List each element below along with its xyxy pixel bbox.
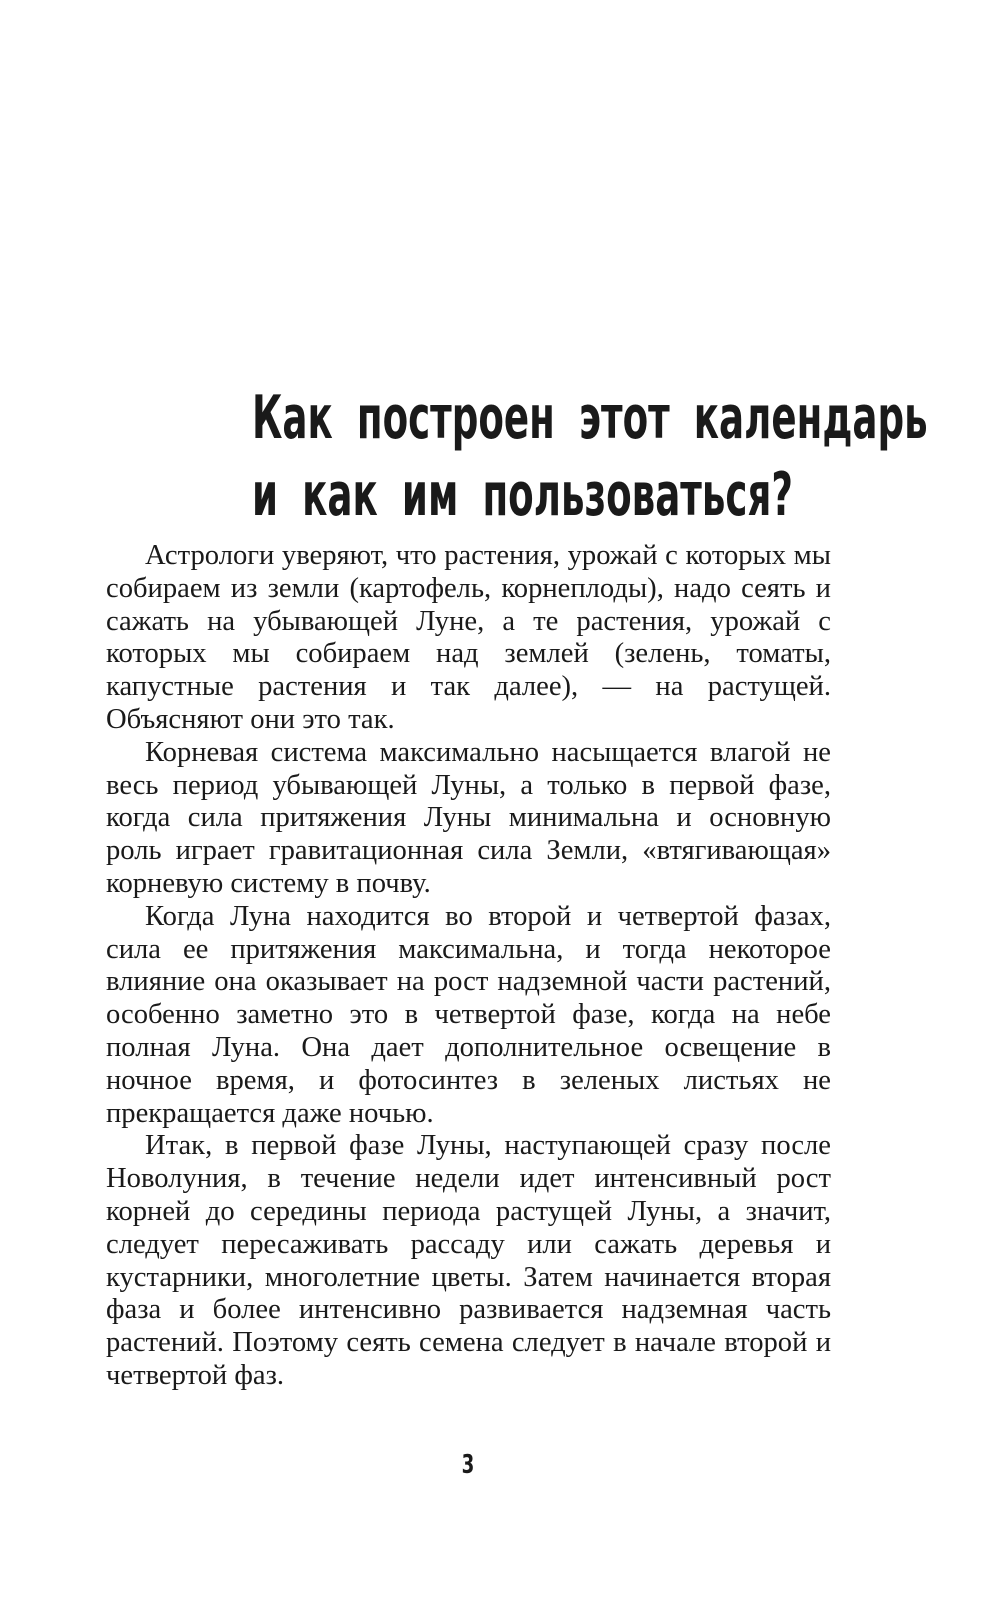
chapter-title [252, 380, 928, 534]
chapter-title-line-1: Как построен этот календарь [252, 383, 928, 453]
body-text [106, 540, 831, 1393]
paragraph: Астрологи уверяют, что растения, урожай с которых мы собираем из земли (картофель, корнеплоды), надо сеять и сажать на убывающей Луне, а те растения, урожай с которых мы собираем над землей (зелень, томаты, капустные растения и так далее), — на растущей. Объясняют они это так. [106, 540, 831, 735]
chapter-title-line-2: и как им пользоваться? [252, 460, 793, 530]
paragraph: Когда Луна находится во второй и четвертой фазах, сила ее притяжения максимальна, и тогда некоторое влияние она оказывает на рост надземной части растений, особенно заметно это в четвертой фазе, когда на небе полная Луна. Она дает дополнительное освещение в ночное время, и фотосинтез в зеленых листьях не прекращается даже ночью. [106, 900, 831, 1129]
paragraph: Корневая система максимально насыщается влагой не весь период убывающей Луны, а только в первой фазе, когда сила притяжения Луны минимальна и основную роль играет гравитационная сила Земли, «втягивающая» корневую систему в почву. [106, 736, 831, 899]
paragraph: Итак, в первой фазе Луны, наступающей сразу после Новолуния, в течение недели идет интенсивный рост корней до середины периода растущей Луны, а значит, следует пересаживать рассаду или сажать деревья и кустарники, многолетние цветы. Затем начинается вторая фаза и более интенсивно развивается надземная часть растений. Поэтому сеять семена следует в начале второй и четвертой фаз. [106, 1130, 831, 1391]
page-number: 3 [461, 1450, 475, 1480]
